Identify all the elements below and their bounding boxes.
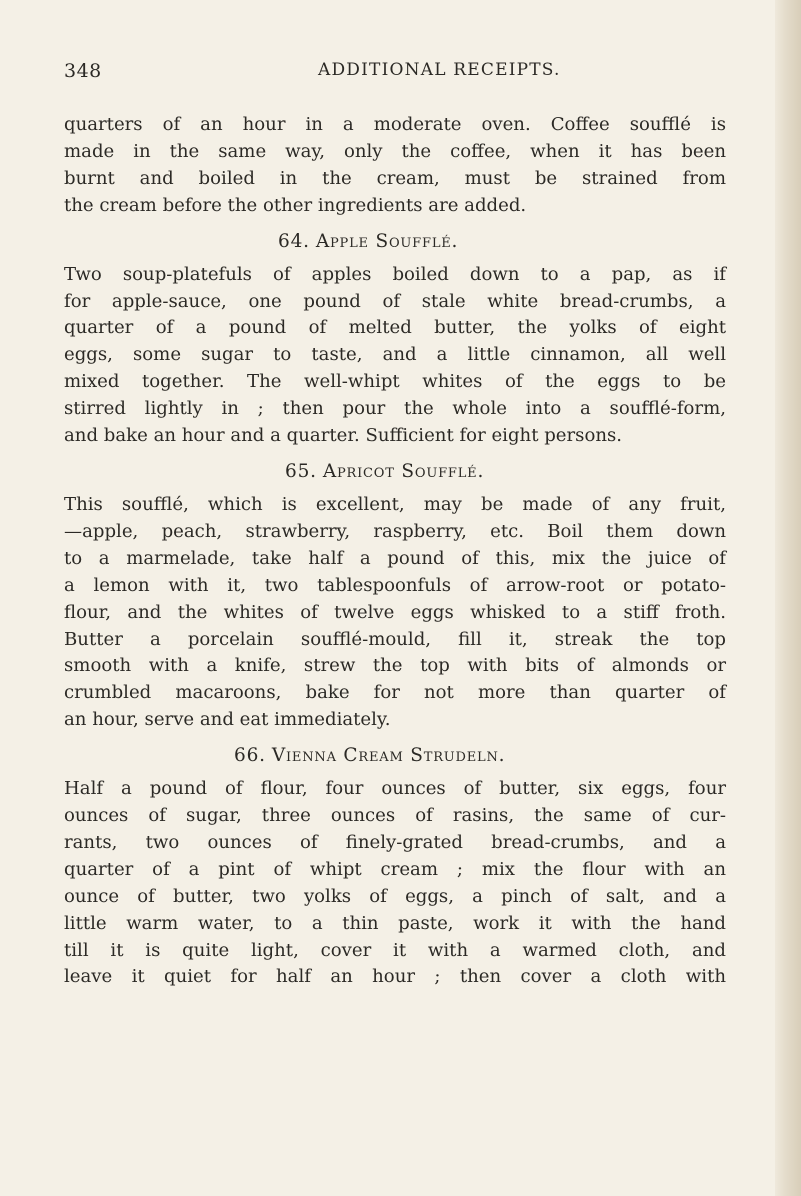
text-line: flour, and the whites of twelve eggs whisked to a stiff froth. xyxy=(64,601,726,623)
text-line: crumbled macaroons, bake for not more than quarter of xyxy=(64,682,726,704)
text-line: a lemon with it, two tablespoonfuls of arrow-root or potato- xyxy=(64,574,726,596)
text-line: ounces of sugar, three ounces of rasins, the same of cur- xyxy=(64,805,726,827)
recipe-title: Apple Soufflé. xyxy=(315,230,459,252)
page-number: 348 xyxy=(64,60,102,82)
text-line: an hour, serve and eat immediately. xyxy=(64,709,391,731)
recipe-title: Apricot Soufflé. xyxy=(322,460,485,482)
text-line: Half a pound of flour, four ounces of butter, six eggs, four xyxy=(64,778,726,800)
paragraph-apricot-souffle xyxy=(64,492,726,734)
page-body xyxy=(64,112,726,991)
running-head xyxy=(64,60,724,90)
text-line: ounce of butter, two yolks of eggs, a pinch of salt, and a xyxy=(64,885,726,907)
recipe-heading-66 xyxy=(64,743,726,769)
text-line: made in the same way, only the coffee, when it has been xyxy=(64,140,726,162)
text-line: mixed together. The well-whipt whites of the eggs to be xyxy=(64,371,726,393)
text-line: to a marmelade, take half a pound of this, mix the juice of xyxy=(64,547,726,569)
paragraph-vienna-cream-strudeln xyxy=(64,776,726,991)
text-line: the cream before the other ingredients are added. xyxy=(64,194,527,216)
text-line: quarter of a pound of melted butter, the yolks of eight xyxy=(64,317,726,339)
text-line: Two soup-platefuls of apples boiled down to a pap, as if xyxy=(64,263,726,285)
paragraph-apple-souffle xyxy=(64,262,726,450)
recipe-number: 64. xyxy=(278,230,310,252)
recipe-heading-65 xyxy=(64,459,726,485)
text-line: quarters of an hour in a moderate oven. Coffee soufflé is xyxy=(64,114,726,135)
text-line: little warm water, to a thin paste, work it with the hand xyxy=(64,912,726,934)
recipe-title: Vienna Cream Strudeln. xyxy=(271,745,506,767)
text-line: burnt and boiled in the cream, must be strained from xyxy=(64,167,726,189)
page-edge-shadow xyxy=(775,0,801,1196)
recipe-heading-64 xyxy=(64,229,726,255)
text-line: Butter a porcelain soufflé-mould, fill it, streak the top xyxy=(64,628,726,650)
text-line: stirred lightly in ; then pour the whole into a soufflé-form, xyxy=(64,398,726,420)
running-title: ADDITIONAL RECEIPTS. xyxy=(318,60,561,80)
text-line: quarter of a pint of whipt cream ; mix the flour with an xyxy=(64,858,726,880)
text-line: and bake an hour and a quarter. Sufficient for eight persons. xyxy=(64,425,623,447)
recipe-number: 65. xyxy=(285,460,317,482)
text-line: for apple-sauce, one pound of stale white bread-crumbs, a xyxy=(64,290,726,312)
text-line: till it is quite light, cover it with a warmed cloth, and xyxy=(64,939,726,961)
text-line: smooth with a knife, strew the top with bits of almonds or xyxy=(64,655,726,677)
text-line: eggs, some sugar to taste, and a little cinnamon, all well xyxy=(64,344,726,366)
text-line: leave it quiet for half an hour ; then cover a cloth with xyxy=(64,966,726,988)
text-line: —apple, peach, strawberry, raspberry, etc. Boil them down xyxy=(64,520,726,542)
text-line: rants, two ounces of finely-grated bread-crumbs, and a xyxy=(64,831,726,853)
text-line: This soufflé, which is excellent, may be made of any fruit, xyxy=(64,493,726,515)
recipe-number: 66. xyxy=(234,745,266,767)
paragraph-coffee-souffle-ending xyxy=(64,112,726,220)
